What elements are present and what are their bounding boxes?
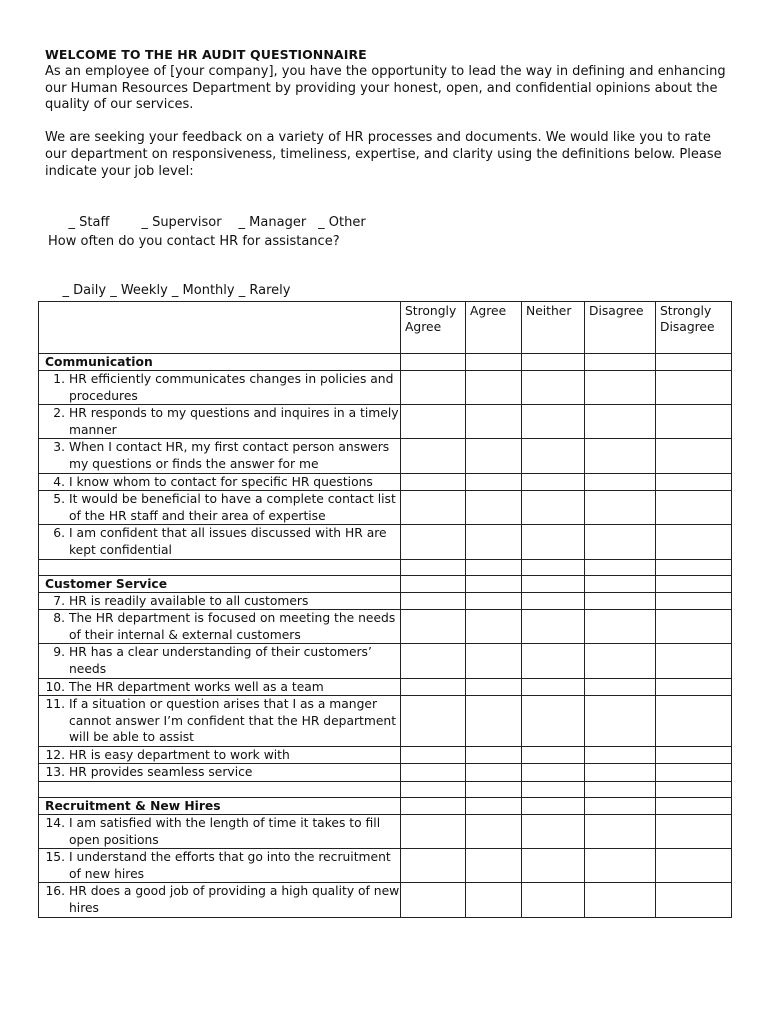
rating-cell-strongly-disagree[interactable] — [656, 678, 732, 696]
statement-cell — [39, 405, 401, 439]
rating-cell-neither[interactable] — [522, 405, 585, 439]
statement-cell — [39, 746, 401, 764]
section-empty-cell — [522, 798, 585, 815]
header-strongly-agree: Strongly Agree — [401, 302, 466, 354]
statement-number: 16. — [45, 884, 65, 899]
statement-text: I understand the efforts that go into the recruitment of new hires — [69, 850, 391, 881]
rating-cell-disagree[interactable] — [585, 815, 656, 849]
table-row — [39, 371, 732, 405]
statement — [39, 644, 400, 677]
job-level-manager[interactable]: _ Manager — [238, 215, 307, 230]
statement-number: 10. — [45, 679, 65, 694]
rating-cell-strongly-disagree[interactable] — [656, 592, 732, 610]
statement-number: 12. — [45, 747, 65, 762]
statement-cell — [39, 371, 401, 405]
statement-cell — [39, 849, 401, 883]
header-agree: Agree — [466, 302, 522, 354]
contact-option-monthly[interactable]: _ Monthly — [171, 283, 235, 298]
statement-text: HR provides seamless service — [69, 765, 253, 780]
survey-body — [39, 354, 732, 918]
rating-cell-agree[interactable] — [466, 746, 522, 764]
rating-cell-agree[interactable] — [466, 644, 522, 678]
statement-text: HR has a clear understanding of their customers’ needs — [69, 645, 372, 676]
table-row — [39, 644, 732, 678]
section-title: Customer Service — [39, 575, 401, 592]
statement — [39, 679, 400, 696]
statement — [39, 849, 400, 882]
rating-cell-strongly-agree[interactable] — [401, 525, 466, 559]
rating-cell-agree[interactable] — [466, 610, 522, 644]
statement-text: HR is easy department to work with — [69, 747, 290, 762]
statement-number: 5. — [53, 492, 65, 507]
table-row — [39, 592, 732, 610]
rating-cell-neither[interactable] — [522, 525, 585, 559]
rating-cell-strongly-disagree[interactable] — [656, 371, 732, 405]
section-empty-cell — [656, 798, 732, 815]
spacer-cell — [656, 559, 732, 575]
section-empty-cell — [656, 354, 732, 371]
statement-cell — [39, 525, 401, 559]
statement-text: HR is readily available to all customers — [69, 593, 309, 608]
rating-cell-strongly-agree[interactable] — [401, 491, 466, 525]
rating-cell-disagree[interactable] — [585, 746, 656, 764]
statement — [39, 696, 400, 746]
rating-cell-disagree[interactable] — [585, 439, 656, 473]
rating-cell-strongly-disagree[interactable] — [656, 696, 732, 747]
rating-cell-agree[interactable] — [466, 439, 522, 473]
statement-number: 2. — [53, 406, 65, 421]
rating-cell-strongly-disagree[interactable] — [656, 405, 732, 439]
statement-cell — [39, 696, 401, 747]
header-strongly-disagree: Strongly Disagree — [656, 302, 732, 354]
rating-cell-strongly-disagree[interactable] — [656, 491, 732, 525]
intro-paragraph-2: We are seeking your feedback on a variety of HR processes and documents. We would like you to rate our department on responsiveness, timeliness, expertise, and clarity using the definitions below. Please indicate your job level: — [45, 130, 722, 179]
table-row — [39, 746, 732, 764]
table-row — [39, 439, 732, 473]
statement-number: 8. — [53, 611, 65, 626]
rating-cell-agree[interactable] — [466, 592, 522, 610]
section-empty-cell — [466, 575, 522, 592]
statement-text: The HR department works well as a team — [69, 679, 324, 694]
rating-cell-strongly-disagree[interactable] — [656, 439, 732, 473]
intro-text — [45, 64, 735, 180]
section-title: Recruitment & New Hires — [39, 798, 401, 815]
table-row — [39, 815, 732, 849]
rating-cell-neither[interactable] — [522, 473, 585, 491]
statement — [39, 525, 400, 558]
section-empty-cell — [466, 798, 522, 815]
rating-cell-strongly-agree[interactable] — [401, 439, 466, 473]
rating-cell-disagree[interactable] — [585, 696, 656, 747]
rating-cell-disagree[interactable] — [585, 644, 656, 678]
statement-number: 9. — [53, 645, 65, 660]
statement-text: HR efficiently communicates changes in policies and procedures — [69, 372, 394, 403]
rating-cell-agree[interactable] — [466, 473, 522, 491]
rating-cell-neither[interactable] — [522, 815, 585, 849]
page-title: WELCOME TO THE HR AUDIT QUESTIONNAIRE — [45, 47, 367, 62]
statement — [39, 747, 400, 764]
statement-number: 11. — [45, 697, 65, 712]
spacer-cell — [39, 782, 401, 798]
spacer-cell — [466, 782, 522, 798]
statement-text: HR responds to my questions and inquires in a timely manner — [69, 406, 399, 437]
statement-cell — [39, 592, 401, 610]
section-empty-cell — [585, 575, 656, 592]
rating-cell-strongly-disagree[interactable] — [656, 473, 732, 491]
table-row — [39, 491, 732, 525]
rating-cell-strongly-disagree[interactable] — [656, 644, 732, 678]
section-empty-cell — [585, 798, 656, 815]
rating-cell-strongly-disagree[interactable] — [656, 849, 732, 883]
table-row — [39, 678, 732, 696]
spacer-cell — [585, 782, 656, 798]
statement-number: 13. — [45, 765, 65, 780]
rating-cell-strongly-agree[interactable] — [401, 610, 466, 644]
statement-text: If a situation or question arises that I as a manger cannot answer I’m confident that the HR department will be able to assist — [69, 697, 397, 745]
table-row — [39, 473, 732, 491]
spacer-cell — [39, 559, 401, 575]
section-empty-cell — [466, 354, 522, 371]
statement — [39, 405, 400, 438]
rating-cell-disagree[interactable] — [585, 610, 656, 644]
statement-text: I am satisfied with the length of time it takes to fill open positions — [69, 816, 381, 847]
rating-cell-strongly-agree[interactable] — [401, 696, 466, 747]
rating-cell-agree[interactable] — [466, 405, 522, 439]
job-level-staff[interactable]: _ Staff — [68, 215, 110, 230]
header-neither: Neither — [522, 302, 585, 354]
rating-cell-agree[interactable] — [466, 883, 522, 917]
rating-cell-neither[interactable] — [522, 592, 585, 610]
section-row — [39, 575, 732, 592]
rating-cell-agree[interactable] — [466, 525, 522, 559]
statement-cell — [39, 815, 401, 849]
rating-cell-disagree[interactable] — [585, 678, 656, 696]
section-row — [39, 798, 732, 815]
rating-cell-neither[interactable] — [522, 849, 585, 883]
statement-text: I am confident that all issues discussed with HR are kept confidential — [69, 526, 387, 557]
spacer-cell — [466, 559, 522, 575]
header-statement — [39, 302, 401, 354]
statement — [39, 439, 400, 472]
rating-cell-strongly-disagree[interactable] — [656, 610, 732, 644]
spacer-cell — [401, 559, 466, 575]
rating-cell-agree[interactable] — [466, 815, 522, 849]
rating-cell-neither[interactable] — [522, 439, 585, 473]
statement-cell — [39, 644, 401, 678]
rating-cell-strongly-agree[interactable] — [401, 883, 466, 917]
table-row — [39, 525, 732, 559]
statement-text: HR does a good job of providing a high quality of new hires — [69, 884, 400, 916]
table-row — [39, 883, 732, 917]
rating-cell-disagree[interactable] — [585, 525, 656, 559]
table-row — [39, 764, 732, 782]
statement-cell — [39, 883, 401, 917]
statement-cell — [39, 764, 401, 782]
rating-cell-neither[interactable] — [522, 883, 585, 917]
rating-cell-agree[interactable] — [466, 491, 522, 525]
rating-cell-neither[interactable] — [522, 746, 585, 764]
statement-cell — [39, 491, 401, 525]
spacer-cell — [656, 782, 732, 798]
rating-cell-disagree[interactable] — [585, 473, 656, 491]
job-level-other[interactable]: _ Other — [318, 215, 366, 230]
rating-cell-disagree[interactable] — [585, 849, 656, 883]
rating-cell-neither[interactable] — [522, 696, 585, 747]
statement-text: The HR department is focused on meeting the needs of their internal & external customers — [69, 611, 396, 642]
section-empty-cell — [656, 575, 732, 592]
statement — [39, 491, 400, 524]
rating-cell-strongly-agree[interactable] — [401, 371, 466, 405]
rating-cell-neither[interactable] — [522, 491, 585, 525]
rating-cell-strongly-disagree[interactable] — [656, 883, 732, 917]
statement-number: 6. — [53, 526, 65, 541]
statement-cell — [39, 678, 401, 696]
section-empty-cell — [401, 798, 466, 815]
statement-cell — [39, 610, 401, 644]
contact-option-rarely[interactable]: _ Rarely — [238, 283, 291, 298]
statement-number: 7. — [53, 593, 65, 608]
statement — [39, 371, 400, 404]
contact-frequency-question: How often do you contact HR for assistance? — [48, 234, 340, 249]
table-row — [39, 849, 732, 883]
rating-cell-strongly-agree[interactable] — [401, 644, 466, 678]
statement-cell — [39, 439, 401, 473]
spacer-cell — [401, 782, 466, 798]
rating-cell-strongly-disagree[interactable] — [656, 764, 732, 782]
rating-cell-neither[interactable] — [522, 764, 585, 782]
statement-number: 1. — [53, 372, 65, 386]
section-empty-cell — [401, 575, 466, 592]
section-empty-cell — [522, 575, 585, 592]
spacer-row — [39, 782, 732, 798]
rating-cell-strongly-disagree[interactable] — [656, 815, 732, 849]
rating-cell-agree[interactable] — [466, 696, 522, 747]
spacer-cell — [522, 559, 585, 575]
table-row — [39, 610, 732, 644]
section-row — [39, 354, 732, 371]
rating-cell-agree[interactable] — [466, 678, 522, 696]
section-empty-cell — [401, 354, 466, 371]
rating-cell-disagree[interactable] — [585, 883, 656, 917]
statement — [39, 883, 400, 916]
rating-cell-strongly-agree[interactable] — [401, 764, 466, 782]
statement — [39, 610, 400, 643]
rating-cell-disagree[interactable] — [585, 371, 656, 405]
rating-cell-strongly-agree[interactable] — [401, 592, 466, 610]
statement — [39, 815, 400, 848]
statement-number: 3. — [53, 440, 65, 455]
rating-cell-disagree[interactable] — [585, 592, 656, 610]
rating-cell-strongly-agree[interactable] — [401, 815, 466, 849]
section-title: Communication — [39, 354, 401, 371]
rating-cell-neither[interactable] — [522, 678, 585, 696]
statement-text: It would be beneficial to have a complete contact list of the HR staff and their area of expertise — [69, 492, 396, 523]
rating-cell-disagree[interactable] — [585, 405, 656, 439]
spacer-cell — [585, 559, 656, 575]
statement-number: 14. — [45, 816, 65, 831]
rating-cell-disagree[interactable] — [585, 491, 656, 525]
contact-option-weekly[interactable]: _ Weekly — [110, 283, 168, 298]
statement-number: 15. — [45, 850, 65, 865]
table-header-row — [39, 302, 732, 354]
statement — [39, 593, 400, 610]
intro-paragraph-1: As an employee of [your company], you have the opportunity to lead the way in defining and enhancing our Human Resources Department by providing your honest, open, and confidential opinions about the quality of our services. — [45, 64, 726, 113]
rating-cell-agree[interactable] — [466, 849, 522, 883]
rating-cell-strongly-agree[interactable] — [401, 405, 466, 439]
statement — [39, 474, 400, 491]
spacer-cell — [522, 782, 585, 798]
table-row — [39, 696, 732, 747]
rating-cell-disagree[interactable] — [585, 764, 656, 782]
header-disagree: Disagree — [585, 302, 656, 354]
section-empty-cell — [585, 354, 656, 371]
job-level-supervisor[interactable]: _ Supervisor — [141, 215, 222, 230]
rating-cell-strongly-agree[interactable] — [401, 849, 466, 883]
section-empty-cell — [522, 354, 585, 371]
statement-number: 4. — [53, 474, 65, 489]
statement — [39, 764, 400, 781]
rating-cell-strongly-disagree[interactable] — [656, 746, 732, 764]
rating-cell-strongly-agree[interactable] — [401, 746, 466, 764]
statement-text: When I contact HR, my first contact person answers my questions or finds the answer for me — [69, 440, 390, 471]
rating-cell-strongly-disagree[interactable] — [656, 525, 732, 559]
rating-cell-neither[interactable] — [522, 644, 585, 678]
survey-table — [38, 301, 732, 918]
rating-cell-agree[interactable] — [466, 371, 522, 405]
statement-text: I know whom to contact for specific HR questions — [69, 474, 373, 489]
contact-option-daily[interactable]: _ Daily — [62, 283, 107, 298]
rating-cell-neither[interactable] — [522, 371, 585, 405]
spacer-row — [39, 559, 732, 575]
statement-cell — [39, 473, 401, 491]
rating-cell-strongly-agree[interactable] — [401, 678, 466, 696]
rating-cell-neither[interactable] — [522, 610, 585, 644]
rating-cell-strongly-agree[interactable] — [401, 473, 466, 491]
rating-cell-agree[interactable] — [466, 764, 522, 782]
table-row — [39, 405, 732, 439]
